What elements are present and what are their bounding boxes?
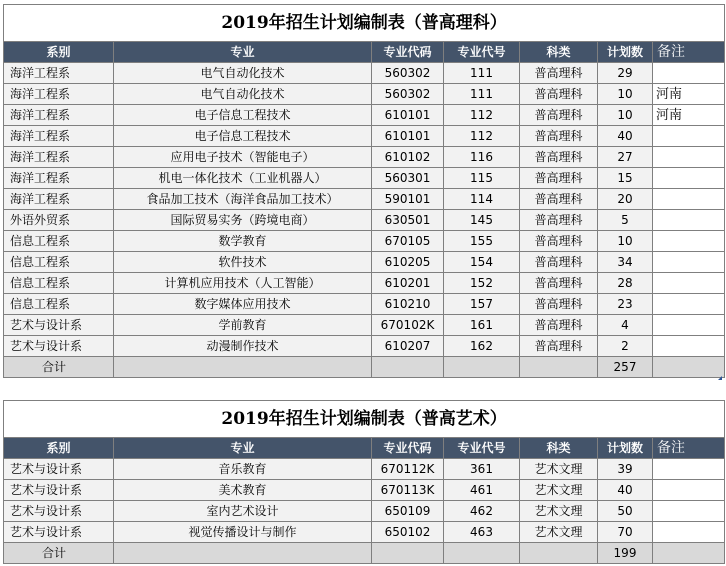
column-header-department[interactable]: 系别 bbox=[4, 438, 114, 459]
sheet-gap bbox=[0, 382, 726, 400]
cell-department[interactable]: 信息工程系 bbox=[4, 294, 114, 315]
cell-plan-count[interactable]: 10 bbox=[598, 105, 653, 126]
cell-major[interactable]: 电子信息工程技术 bbox=[114, 126, 372, 147]
cell-major-code[interactable]: 610101 bbox=[372, 105, 444, 126]
cell-major[interactable]: 食品加工技术（海洋食品加工技术） bbox=[114, 189, 372, 210]
cell-remarks[interactable] bbox=[653, 294, 725, 315]
cell-department[interactable]: 海洋工程系 bbox=[4, 147, 114, 168]
cell-department[interactable]: 艺术与设计系 bbox=[4, 480, 114, 501]
table-row bbox=[4, 501, 725, 522]
cell-major-number[interactable]: 462 bbox=[444, 501, 520, 522]
cell-major[interactable]: 电气自动化技术 bbox=[114, 63, 372, 84]
cell-major-code[interactable]: 590101 bbox=[372, 189, 444, 210]
cell-category[interactable]: 普高理科 bbox=[520, 84, 598, 105]
cell-remarks[interactable]: 河南 bbox=[653, 84, 725, 105]
column-header-remarks[interactable]: 备注 bbox=[653, 438, 725, 459]
table-row bbox=[4, 126, 725, 147]
cell-major-number[interactable]: 112 bbox=[444, 126, 520, 147]
cell-department[interactable]: 艺术与设计系 bbox=[4, 315, 114, 336]
column-header-department[interactable]: 系别 bbox=[4, 42, 114, 63]
cell-category[interactable]: 艺术文理 bbox=[520, 522, 598, 543]
cell-major-code[interactable]: 670113K bbox=[372, 480, 444, 501]
cell-plan-count[interactable]: 27 bbox=[598, 147, 653, 168]
cell-department[interactable]: 海洋工程系 bbox=[4, 189, 114, 210]
cell-major-code[interactable]: 610207 bbox=[372, 336, 444, 357]
cell-remarks[interactable] bbox=[653, 189, 725, 210]
cell-major-number[interactable]: 112 bbox=[444, 105, 520, 126]
total-value[interactable]: 199 bbox=[598, 543, 653, 564]
cell-department[interactable]: 信息工程系 bbox=[4, 231, 114, 252]
cell-major-code[interactable]: 610102 bbox=[372, 147, 444, 168]
cell-major-number[interactable]: 115 bbox=[444, 168, 520, 189]
cell-plan-count[interactable]: 50 bbox=[598, 501, 653, 522]
table-row bbox=[4, 231, 725, 252]
empty-cell[interactable] bbox=[653, 357, 725, 378]
table-title: 2019年招生计划编制表（普高理科） bbox=[4, 5, 725, 42]
column-header-plan-count[interactable]: 计划数 bbox=[598, 438, 653, 459]
cell-plan-count[interactable]: 28 bbox=[598, 273, 653, 294]
cell-remarks[interactable] bbox=[653, 147, 725, 168]
empty-cell[interactable] bbox=[372, 357, 444, 378]
cell-category[interactable]: 普高理科 bbox=[520, 210, 598, 231]
table-row bbox=[4, 147, 725, 168]
cell-major[interactable]: 电气自动化技术 bbox=[114, 84, 372, 105]
cell-department[interactable]: 海洋工程系 bbox=[4, 63, 114, 84]
cell-major[interactable]: 数学教育 bbox=[114, 231, 372, 252]
total-label[interactable]: 合计 bbox=[4, 543, 114, 564]
cell-major[interactable]: 计算机应用技术（人工智能） bbox=[114, 273, 372, 294]
table-row bbox=[4, 315, 725, 336]
cell-remarks[interactable] bbox=[653, 252, 725, 273]
header-row bbox=[4, 42, 725, 63]
column-header-remarks[interactable]: 备注 bbox=[653, 42, 725, 63]
column-header-major[interactable]: 专业 bbox=[114, 438, 372, 459]
empty-cell[interactable] bbox=[444, 357, 520, 378]
cell-major-number[interactable]: 461 bbox=[444, 480, 520, 501]
total-row bbox=[4, 543, 725, 564]
cell-major[interactable]: 数字媒体应用技术 bbox=[114, 294, 372, 315]
cell-major-code[interactable]: 630501 bbox=[372, 210, 444, 231]
cell-major-code[interactable]: 560302 bbox=[372, 84, 444, 105]
cell-major-number[interactable]: 145 bbox=[444, 210, 520, 231]
cell-major-code[interactable]: 670112K bbox=[372, 459, 444, 480]
empty-cell[interactable] bbox=[520, 357, 598, 378]
cell-department[interactable]: 信息工程系 bbox=[4, 252, 114, 273]
cell-plan-count[interactable]: 20 bbox=[598, 189, 653, 210]
cell-major[interactable]: 应用电子技术（智能电子） bbox=[114, 147, 372, 168]
cell-major-number[interactable]: 116 bbox=[444, 147, 520, 168]
cell-remarks[interactable] bbox=[653, 336, 725, 357]
column-header-plan-count[interactable]: 计划数 bbox=[598, 42, 653, 63]
cell-major[interactable]: 室内艺术设计 bbox=[114, 501, 372, 522]
cell-remarks[interactable] bbox=[653, 126, 725, 147]
cell-department[interactable]: 海洋工程系 bbox=[4, 105, 114, 126]
cell-department[interactable]: 艺术与设计系 bbox=[4, 336, 114, 357]
column-header-major-code[interactable]: 专业代码 bbox=[372, 42, 444, 63]
total-value[interactable]: 257 bbox=[598, 357, 653, 378]
cell-major[interactable]: 美术教育 bbox=[114, 480, 372, 501]
cell-remarks[interactable] bbox=[653, 522, 725, 543]
cell-department[interactable]: 海洋工程系 bbox=[4, 126, 114, 147]
cell-major-number[interactable]: 114 bbox=[444, 189, 520, 210]
cell-department[interactable]: 外语外贸系 bbox=[4, 210, 114, 231]
column-header-major-code[interactable]: 专业代码 bbox=[372, 438, 444, 459]
table-row bbox=[4, 273, 725, 294]
table-row bbox=[4, 105, 725, 126]
cell-major-number[interactable]: 157 bbox=[444, 294, 520, 315]
header-row bbox=[4, 438, 725, 459]
cell-major-number[interactable]: 152 bbox=[444, 273, 520, 294]
empty-cell[interactable] bbox=[520, 543, 598, 564]
cell-plan-count[interactable]: 40 bbox=[598, 480, 653, 501]
empty-cell[interactable] bbox=[114, 357, 372, 378]
table-row bbox=[4, 84, 725, 105]
cell-category[interactable]: 普高理科 bbox=[520, 168, 598, 189]
column-header-category[interactable]: 科类 bbox=[520, 438, 598, 459]
cell-major-code[interactable]: 670102K bbox=[372, 315, 444, 336]
table-row bbox=[4, 294, 725, 315]
cell-major-number[interactable]: 111 bbox=[444, 63, 520, 84]
cell-remarks[interactable] bbox=[653, 210, 725, 231]
table-row bbox=[4, 480, 725, 501]
table-row bbox=[4, 168, 725, 189]
cell-department[interactable]: 海洋工程系 bbox=[4, 168, 114, 189]
cell-major-number[interactable]: 361 bbox=[444, 459, 520, 480]
cell-major-code[interactable]: 560301 bbox=[372, 168, 444, 189]
cell-major-code[interactable]: 610201 bbox=[372, 273, 444, 294]
cell-plan-count[interactable]: 2 bbox=[598, 336, 653, 357]
cell-major[interactable]: 电子信息工程技术 bbox=[114, 105, 372, 126]
cell-plan-count[interactable]: 39 bbox=[598, 459, 653, 480]
cell-department[interactable]: 艺术与设计系 bbox=[4, 501, 114, 522]
table-row bbox=[4, 189, 725, 210]
cell-remarks[interactable] bbox=[653, 273, 725, 294]
table-row bbox=[4, 252, 725, 273]
cell-category[interactable]: 普高理科 bbox=[520, 273, 598, 294]
cell-remarks[interactable] bbox=[653, 231, 725, 252]
cell-plan-count[interactable]: 23 bbox=[598, 294, 653, 315]
cell-major[interactable]: 动漫制作技术 bbox=[114, 336, 372, 357]
column-header-major-number[interactable]: 专业代号 bbox=[444, 438, 520, 459]
cell-remarks[interactable] bbox=[653, 501, 725, 522]
cell-major[interactable]: 音乐教育 bbox=[114, 459, 372, 480]
empty-cell[interactable] bbox=[653, 543, 725, 564]
cell-major-code[interactable]: 610101 bbox=[372, 126, 444, 147]
cell-plan-count[interactable]: 40 bbox=[598, 126, 653, 147]
cell-plan-count[interactable]: 5 bbox=[598, 210, 653, 231]
table-title: 2019年招生计划编制表（普高艺术） bbox=[4, 401, 725, 438]
cell-category[interactable]: 艺术文理 bbox=[520, 501, 598, 522]
empty-cell[interactable] bbox=[114, 543, 372, 564]
cell-category[interactable]: 普高理科 bbox=[520, 231, 598, 252]
cell-department[interactable]: 信息工程系 bbox=[4, 273, 114, 294]
cell-plan-count[interactable]: 4 bbox=[598, 315, 653, 336]
cell-major[interactable]: 软件技术 bbox=[114, 252, 372, 273]
cell-category[interactable]: 艺术文理 bbox=[520, 459, 598, 480]
cell-category[interactable]: 普高理科 bbox=[520, 252, 598, 273]
cell-plan-count[interactable]: 10 bbox=[598, 84, 653, 105]
cell-major-code[interactable]: 610205 bbox=[372, 252, 444, 273]
column-header-category[interactable]: 科类 bbox=[520, 42, 598, 63]
cell-department[interactable]: 海洋工程系 bbox=[4, 84, 114, 105]
cell-category[interactable]: 普高理科 bbox=[520, 63, 598, 84]
cell-major-number[interactable]: 161 bbox=[444, 315, 520, 336]
enrollment-plan-table-arts bbox=[3, 400, 725, 564]
cell-major-code[interactable]: 650109 bbox=[372, 501, 444, 522]
cell-department[interactable]: 艺术与设计系 bbox=[4, 522, 114, 543]
cell-category[interactable]: 普高理科 bbox=[520, 336, 598, 357]
empty-cell[interactable] bbox=[372, 543, 444, 564]
cell-remarks[interactable] bbox=[653, 480, 725, 501]
cell-major[interactable]: 学前教育 bbox=[114, 315, 372, 336]
cell-remarks[interactable] bbox=[653, 168, 725, 189]
cell-category[interactable]: 普高理科 bbox=[520, 126, 598, 147]
cell-remarks[interactable]: 河南 bbox=[653, 105, 725, 126]
cell-remarks[interactable] bbox=[653, 459, 725, 480]
empty-cell[interactable] bbox=[444, 543, 520, 564]
cell-major-code[interactable]: 610210 bbox=[372, 294, 444, 315]
cell-major-code[interactable]: 650102 bbox=[372, 522, 444, 543]
cell-plan-count[interactable]: 29 bbox=[598, 63, 653, 84]
cell-remarks[interactable] bbox=[653, 315, 725, 336]
cell-major[interactable]: 国际贸易实务（跨境电商） bbox=[114, 210, 372, 231]
table-row bbox=[4, 63, 725, 84]
cell-major-code[interactable]: 560302 bbox=[372, 63, 444, 84]
cell-major[interactable]: 视觉传播设计与制作 bbox=[114, 522, 372, 543]
cell-major-number[interactable]: 155 bbox=[444, 231, 520, 252]
cell-plan-count[interactable]: 70 bbox=[598, 522, 653, 543]
cell-category[interactable]: 普高理科 bbox=[520, 189, 598, 210]
cell-major-number[interactable]: 162 bbox=[444, 336, 520, 357]
cell-category[interactable]: 艺术文理 bbox=[520, 480, 598, 501]
cell-category[interactable]: 普高理科 bbox=[520, 315, 598, 336]
cell-plan-count[interactable]: 15 bbox=[598, 168, 653, 189]
enrollment-plan-table-science bbox=[3, 4, 725, 378]
table-row bbox=[4, 459, 725, 480]
table-row bbox=[4, 336, 725, 357]
cell-major-code[interactable]: 670105 bbox=[372, 231, 444, 252]
column-header-major[interactable]: 专业 bbox=[114, 42, 372, 63]
cell-remarks[interactable] bbox=[653, 63, 725, 84]
table-row bbox=[4, 210, 725, 231]
cell-department[interactable]: 艺术与设计系 bbox=[4, 459, 114, 480]
cell-major-number[interactable]: 463 bbox=[444, 522, 520, 543]
cell-category[interactable]: 普高理科 bbox=[520, 105, 598, 126]
cell-major[interactable]: 机电一体化技术（工业机器人） bbox=[114, 168, 372, 189]
total-label[interactable]: 合计 bbox=[4, 357, 114, 378]
table-row bbox=[4, 522, 725, 543]
cell-category[interactable]: 普高理科 bbox=[520, 147, 598, 168]
cell-major-number[interactable]: 154 bbox=[444, 252, 520, 273]
cell-major-number[interactable]: 111 bbox=[444, 84, 520, 105]
column-header-major-number[interactable]: 专业代号 bbox=[444, 42, 520, 63]
cell-plan-count[interactable]: 10 bbox=[598, 231, 653, 252]
resize-corner-icon bbox=[718, 376, 722, 380]
cell-plan-count[interactable]: 34 bbox=[598, 252, 653, 273]
total-row bbox=[4, 357, 725, 378]
cell-category[interactable]: 普高理科 bbox=[520, 294, 598, 315]
